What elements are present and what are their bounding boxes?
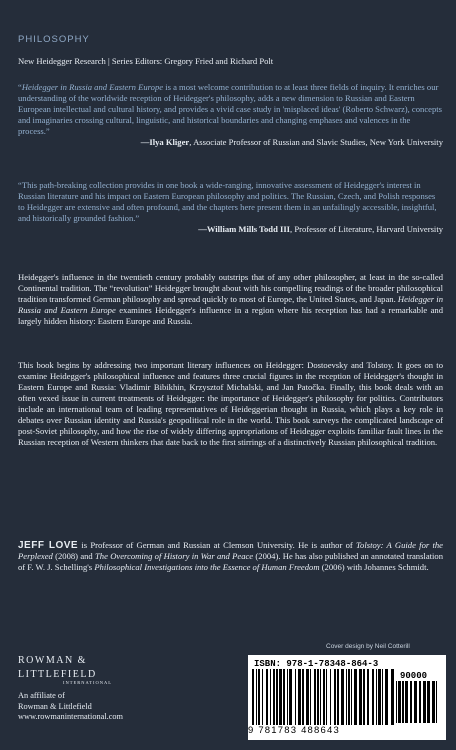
- publisher-logo: [18, 655, 112, 685]
- category-label: PHILOSOPHY: [18, 34, 90, 45]
- barcode-bar: [427, 681, 430, 723]
- barcode-digits: 9 781783 488643: [248, 725, 340, 736]
- barcode-bar: [330, 669, 331, 725]
- barcode-bar: [432, 681, 435, 723]
- publisher-logo-line3: INTERNATIONAL: [63, 680, 112, 685]
- quote-author-role: , Professor of Literature, Harvard University: [290, 224, 443, 234]
- barcode-bar: [410, 681, 412, 723]
- barcode-bar: [326, 669, 327, 725]
- author-bio: [18, 540, 443, 573]
- barcode-bar: [414, 681, 417, 723]
- quote-open-mark: “: [18, 180, 22, 190]
- barcode-bar: [351, 669, 352, 725]
- publisher-url: www.rowmaninternational.com: [18, 712, 123, 721]
- barcode-bar: [266, 669, 268, 725]
- barcode-bar: [337, 669, 339, 725]
- barcode-bar: [354, 669, 357, 725]
- bio-text: (2006) with Johannes Schmidt.: [319, 562, 429, 572]
- publisher-affiliation: [18, 691, 123, 723]
- endorsement-quote-2: [18, 180, 443, 235]
- barcode-bar: [256, 669, 257, 725]
- barcode-bar: [302, 669, 304, 725]
- barcode-bar: [295, 669, 296, 725]
- quote-text: [18, 82, 443, 137]
- ean-barcode: [252, 669, 394, 727]
- barcode-bar: [359, 669, 362, 725]
- description-paragraph-2: [18, 360, 443, 448]
- barcode-bar: [306, 669, 309, 725]
- barcode-bar: [402, 681, 404, 723]
- price-barcode: [396, 681, 440, 727]
- barcode-bar: [376, 669, 377, 725]
- barcode-bar: [363, 669, 365, 725]
- barcode-bar: [298, 669, 301, 725]
- bio-text: (2004). He has also published an annotated translation of F. W. J. Schelling's: [18, 551, 443, 572]
- barcode-bar: [258, 669, 260, 725]
- barcode-bar: [252, 669, 254, 725]
- barcode-bar: [436, 681, 437, 723]
- price-code: 90000: [400, 671, 428, 681]
- barcode-bar: [270, 669, 271, 725]
- barcode-bar: [314, 669, 316, 725]
- endorsement-quote-1: [18, 82, 443, 148]
- quote-book-title: Heidegger in Russia and Eastern Europe: [21, 82, 164, 92]
- barcode-bar: [320, 669, 321, 725]
- barcode-bar: [405, 681, 408, 723]
- quote-attribution: [18, 224, 443, 235]
- barcode-bar: [262, 669, 263, 725]
- barcode-bar: [341, 669, 344, 725]
- barcode-bar: [367, 669, 369, 725]
- barcode-bar: [382, 669, 383, 725]
- barcode-bar: [283, 669, 285, 725]
- affiliate-line: An affiliate of: [18, 691, 65, 700]
- barcode-panel: [248, 655, 446, 740]
- author-book-title: Tolstoy: A Guide for the Perplexed: [18, 540, 443, 561]
- book-title: Heidegger in Russia and Eastern Europe: [18, 294, 443, 315]
- barcode-bar: [423, 681, 426, 723]
- quote-open-mark: “: [18, 82, 22, 92]
- barcode-bar: [348, 669, 350, 725]
- bio-text: (2008) and: [52, 551, 96, 561]
- barcode-bar: [385, 669, 388, 725]
- quote-author-name: —Ilya Kliger: [140, 137, 190, 147]
- quote-body: This path-breaking collection provides in one book a wide-ranging, innovative assessment of Heidegger's interest in Russian literature and his impact on Eastern European philosophy and politics. The Russian, Czech, and Polish responses to Heidegger are extensive and often profound, and the chapters here present them in an unfailingly accessible, insightful, and historically grounded fashion.”: [18, 180, 437, 223]
- paragraph-text: examines Heidegger's influence in a region where his reception has had a remarkable and largely hidden history: Eastern Europe and Russia.: [18, 305, 443, 326]
- barcode-bar: [396, 681, 397, 723]
- barcode-bar: [419, 681, 421, 723]
- cover-design-credit: Cover design by Neil Cotterill: [326, 643, 410, 650]
- barcode-bar: [346, 669, 347, 725]
- barcode-bar: [289, 669, 292, 725]
- publisher-logo-line2: LITTLEFIELD: [18, 669, 97, 680]
- description-paragraph-1: [18, 272, 443, 327]
- isbn-label: ISBN: 978-1-78348-864-3: [254, 659, 379, 669]
- author-book-title: Philosophical Investigations into the Essence of Human Freedom: [94, 562, 320, 572]
- barcode-bar: [273, 669, 275, 725]
- quote-text: [18, 180, 443, 224]
- barcode-bar: [323, 669, 325, 725]
- author-book-title: The Overcoming of History in War and Peace: [95, 551, 254, 561]
- author-name: JEFF LOVE: [18, 540, 79, 551]
- paragraph-text: Heidegger's influence in the twentieth century probably outstrips that of any other philosopher, at least in the so-called Continental tradition. The “revolution” Heidegger brought about with his compelling readings of the broader philosophical tradition transformed German philosophy and spread quickly to most of Europe, the United States, and Japan.: [18, 272, 443, 304]
- bio-text: is Professor of German and Russian at Clemson University. He is author of: [78, 540, 357, 550]
- quote-author-name: —William Mills Todd III: [198, 224, 291, 234]
- paragraph-text: This book begins by addressing two important literary influences on Heidegger: Dostoevsky and Tolstoy. It goes on to examine Heidegger's philosophical influence and features three crucial figures in the reception of Heidegger's thought in Eastern Europe and Russia: Vladimir Bibikhin, Krzysztof Michalski, and Jan Patočka. Finally, this book deals with an often vexed issue in current treatments of Heidegger: the importance of Heidegger's philosophy for politics. Contributors include an international team of leading representatives of Heideggerian thought in Russia, which plays a key role in debates over Russian identity and Russia's geopolitical role in the world. This book surveys the complicated landscape of post-Soviet philosophy, and how the rise of widely differing appropriations of Heidegger exploits familiar fault lines in the Russian reception of Western thinkers that date back to the first stirrings of a distinctively Russian philosophical tradition.: [18, 360, 443, 447]
- barcode-bar: [279, 669, 282, 725]
- barcode-bar: [276, 669, 278, 725]
- barcode-bar: [317, 669, 319, 725]
- barcode-bar: [378, 669, 381, 725]
- barcode-bar: [334, 669, 336, 725]
- barcode-bar: [391, 669, 394, 725]
- barcode-bar: [287, 669, 288, 725]
- affiliate-line: Rowman & Littlefield: [18, 701, 92, 711]
- quote-body: is a most welcome contribution to at least three fields of inquiry. It enriches our understanding of the worldwide reception of Heidegger's philosophy, adds a new dimension to Russian and Eastern European intellectual and cultural history, and provides a vivid case study in 'misplaced ideas' (Roberto Schwarz), concepts and imaginaries crossing cultural, linguistic, and historical boundaries and changing emphases and valences in the process.”: [18, 82, 442, 136]
- barcode-bar: [398, 681, 401, 723]
- barcode-bar: [372, 669, 374, 725]
- publisher-logo-line1: ROWMAN &: [18, 655, 87, 666]
- barcode-bar: [310, 669, 311, 725]
- quote-attribution: [18, 137, 443, 148]
- quote-author-role: , Associate Professor of Russian and Slavic Studies, New York University: [189, 137, 443, 147]
- series-line: New Heidegger Research | Series Editors: Gregory Fried and Richard Polt: [18, 56, 274, 66]
